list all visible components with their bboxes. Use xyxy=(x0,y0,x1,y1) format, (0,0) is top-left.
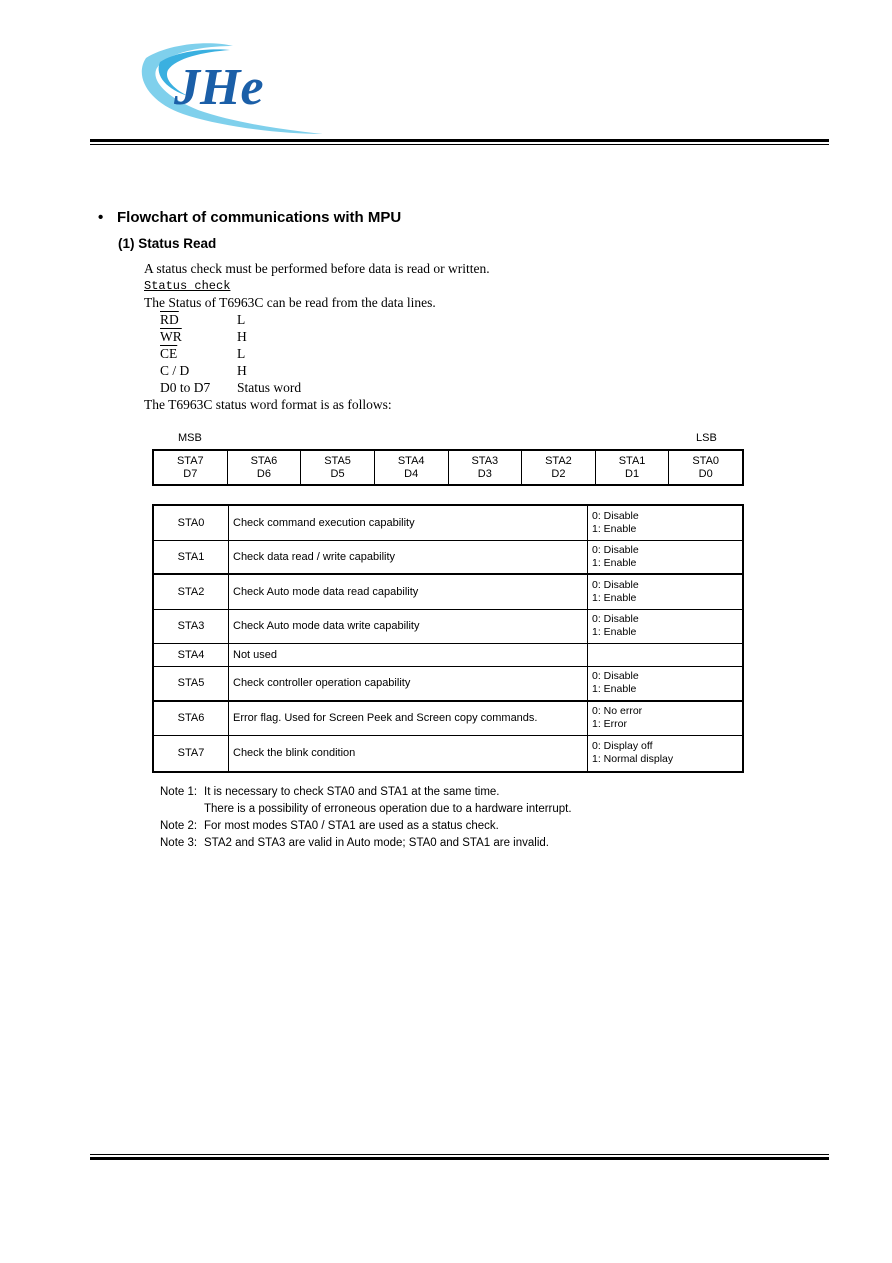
sta-cell: STA0 xyxy=(154,506,229,540)
table-row xyxy=(154,541,742,576)
bit-cell xyxy=(522,451,596,484)
section-heading xyxy=(98,209,401,226)
note-1 xyxy=(160,784,572,818)
table-row xyxy=(154,667,742,702)
bit-cell xyxy=(596,451,670,484)
bit-sta: STA4 xyxy=(397,454,425,467)
value-cell xyxy=(588,736,742,771)
note-line: It is necessary to check STA0 and STA1 at the same time. xyxy=(204,786,500,798)
signal-name-cd: C / D xyxy=(160,363,190,378)
sta-cell: STA5 xyxy=(154,667,229,700)
desc-cell: Check Auto mode data read capability xyxy=(229,575,588,609)
desc-cell: Error flag. Used for Screen Peek and Screen copy commands. xyxy=(229,702,588,736)
value-0: 0: Disable xyxy=(592,578,639,591)
bit-cell xyxy=(669,451,742,484)
bit-d: D2 xyxy=(551,467,566,480)
value-1: 1: Enable xyxy=(592,556,637,569)
value-0: 0: No error xyxy=(592,705,643,718)
bit-cell xyxy=(375,451,449,484)
notes xyxy=(160,784,572,852)
signal-name-data: D0 to D7 xyxy=(160,380,211,395)
table-row xyxy=(154,702,742,737)
bit-d: D5 xyxy=(330,467,345,480)
desc-cell: Check the blink condition xyxy=(229,736,588,771)
header-rule xyxy=(90,139,829,142)
bit-sta: STA7 xyxy=(176,454,204,467)
sta-cell: STA4 xyxy=(154,644,229,666)
bit-sta: STA5 xyxy=(324,454,351,467)
table-row xyxy=(154,644,742,667)
sta-cell: STA2 xyxy=(154,575,229,609)
signal-value-rd: L xyxy=(237,312,246,327)
note-label: Note 1: xyxy=(160,786,198,798)
bit-d: D6 xyxy=(256,467,271,480)
value-1: 1: Error xyxy=(592,718,628,731)
lsb-label: LSB xyxy=(696,432,717,444)
bit-sta: STA3 xyxy=(471,454,499,467)
desc-cell: Check command execution capability xyxy=(229,506,588,540)
subsection-heading: (1) Status Read xyxy=(118,236,217,251)
status-check-label: Status check xyxy=(144,279,231,293)
format-line: The T6963C status word format is as follows: xyxy=(144,397,392,412)
signal-name-wr: $\overline{WR}$ xyxy=(160,329,182,344)
signal-value-ce: L xyxy=(237,346,246,361)
status-table xyxy=(152,504,744,773)
desc-cell: Not used xyxy=(229,644,588,666)
bit-d: D3 xyxy=(477,467,492,480)
desc-cell: Check data read / write capability xyxy=(229,541,588,574)
value-0: 0: Display off xyxy=(592,740,653,753)
note-2 xyxy=(160,818,572,835)
signal-value-wr: H xyxy=(237,329,247,344)
value-cell xyxy=(588,667,742,700)
table-row xyxy=(154,575,742,610)
bit-d: D0 xyxy=(698,467,713,480)
msb-label: MSB xyxy=(178,432,202,444)
bit-d: D4 xyxy=(404,467,419,480)
svg-text:JHe: JHe xyxy=(174,59,264,116)
signal-name-rd: $\overline{RD}$ xyxy=(160,312,179,327)
status-word-bits xyxy=(152,449,744,486)
note-line: For most modes STA0 / STA1 are used as a status check. xyxy=(204,820,499,832)
value-cell xyxy=(588,575,742,609)
signal-value-data: Status word xyxy=(237,380,302,395)
sta-cell: STA1 xyxy=(154,541,229,574)
value-1: 1: Normal display xyxy=(592,753,674,766)
table-row xyxy=(154,506,742,541)
value-cell xyxy=(588,702,742,736)
bit-d: D1 xyxy=(625,467,640,480)
note-label: Note 2: xyxy=(160,820,198,832)
company-logo xyxy=(138,40,328,136)
bit-cell xyxy=(228,451,302,484)
value-1: 1: Enable xyxy=(592,626,637,639)
table-row xyxy=(154,736,742,771)
note-line: STA2 and STA3 are valid in Auto mode; STA0 and STA1 are invalid. xyxy=(204,837,549,849)
footer-rule-thin xyxy=(90,1154,829,1155)
footer-rule xyxy=(90,1157,829,1160)
signal-value-cd: H xyxy=(237,363,247,378)
sta-cell: STA7 xyxy=(154,736,229,771)
value-cell xyxy=(588,506,742,540)
note-line: There is a possibility of erroneous operation due to a hardware interrupt. xyxy=(204,803,572,815)
value-1: 1: Enable xyxy=(592,591,637,604)
bit-sta: STA1 xyxy=(618,454,646,467)
value-0: 0: Disable xyxy=(592,509,639,522)
desc-cell: Check controller operation capability xyxy=(229,667,588,700)
signal-name-ce: $\overline{CE}$ xyxy=(160,346,178,361)
intro-text: A status check must be performed before data is read or written. xyxy=(144,261,490,276)
value-cell xyxy=(588,541,742,574)
desc-cell: Check Auto mode data write capability xyxy=(229,610,588,644)
read-line: The Status of T6963C can be read from the data lines. xyxy=(144,295,436,310)
heading-title: Flowchart of communications with MPU xyxy=(117,209,402,226)
bit-cell xyxy=(301,451,375,484)
header-rule-thin xyxy=(90,144,829,145)
sta-cell: STA6 xyxy=(154,702,229,736)
value-0: 0: Disable xyxy=(592,613,639,626)
value-1: 1: Enable xyxy=(592,683,637,696)
value-0: 0: Disable xyxy=(592,543,639,556)
bit-sta: STA2 xyxy=(545,454,572,467)
value-cell xyxy=(588,610,742,644)
value-0: 0: Disable xyxy=(592,670,639,683)
bit-sta: STA0 xyxy=(692,454,720,467)
bit-cell xyxy=(449,451,523,484)
note-3 xyxy=(160,835,572,852)
value-1: 1: Enable xyxy=(592,522,637,535)
bit-cell xyxy=(154,451,228,484)
bit-sta: STA6 xyxy=(250,454,278,467)
bit-d: D7 xyxy=(183,467,198,480)
bullet: • xyxy=(98,209,104,226)
value-cell xyxy=(588,644,742,666)
sta-cell: STA3 xyxy=(154,610,229,644)
table-row xyxy=(154,610,742,645)
note-label: Note 3: xyxy=(160,837,198,849)
